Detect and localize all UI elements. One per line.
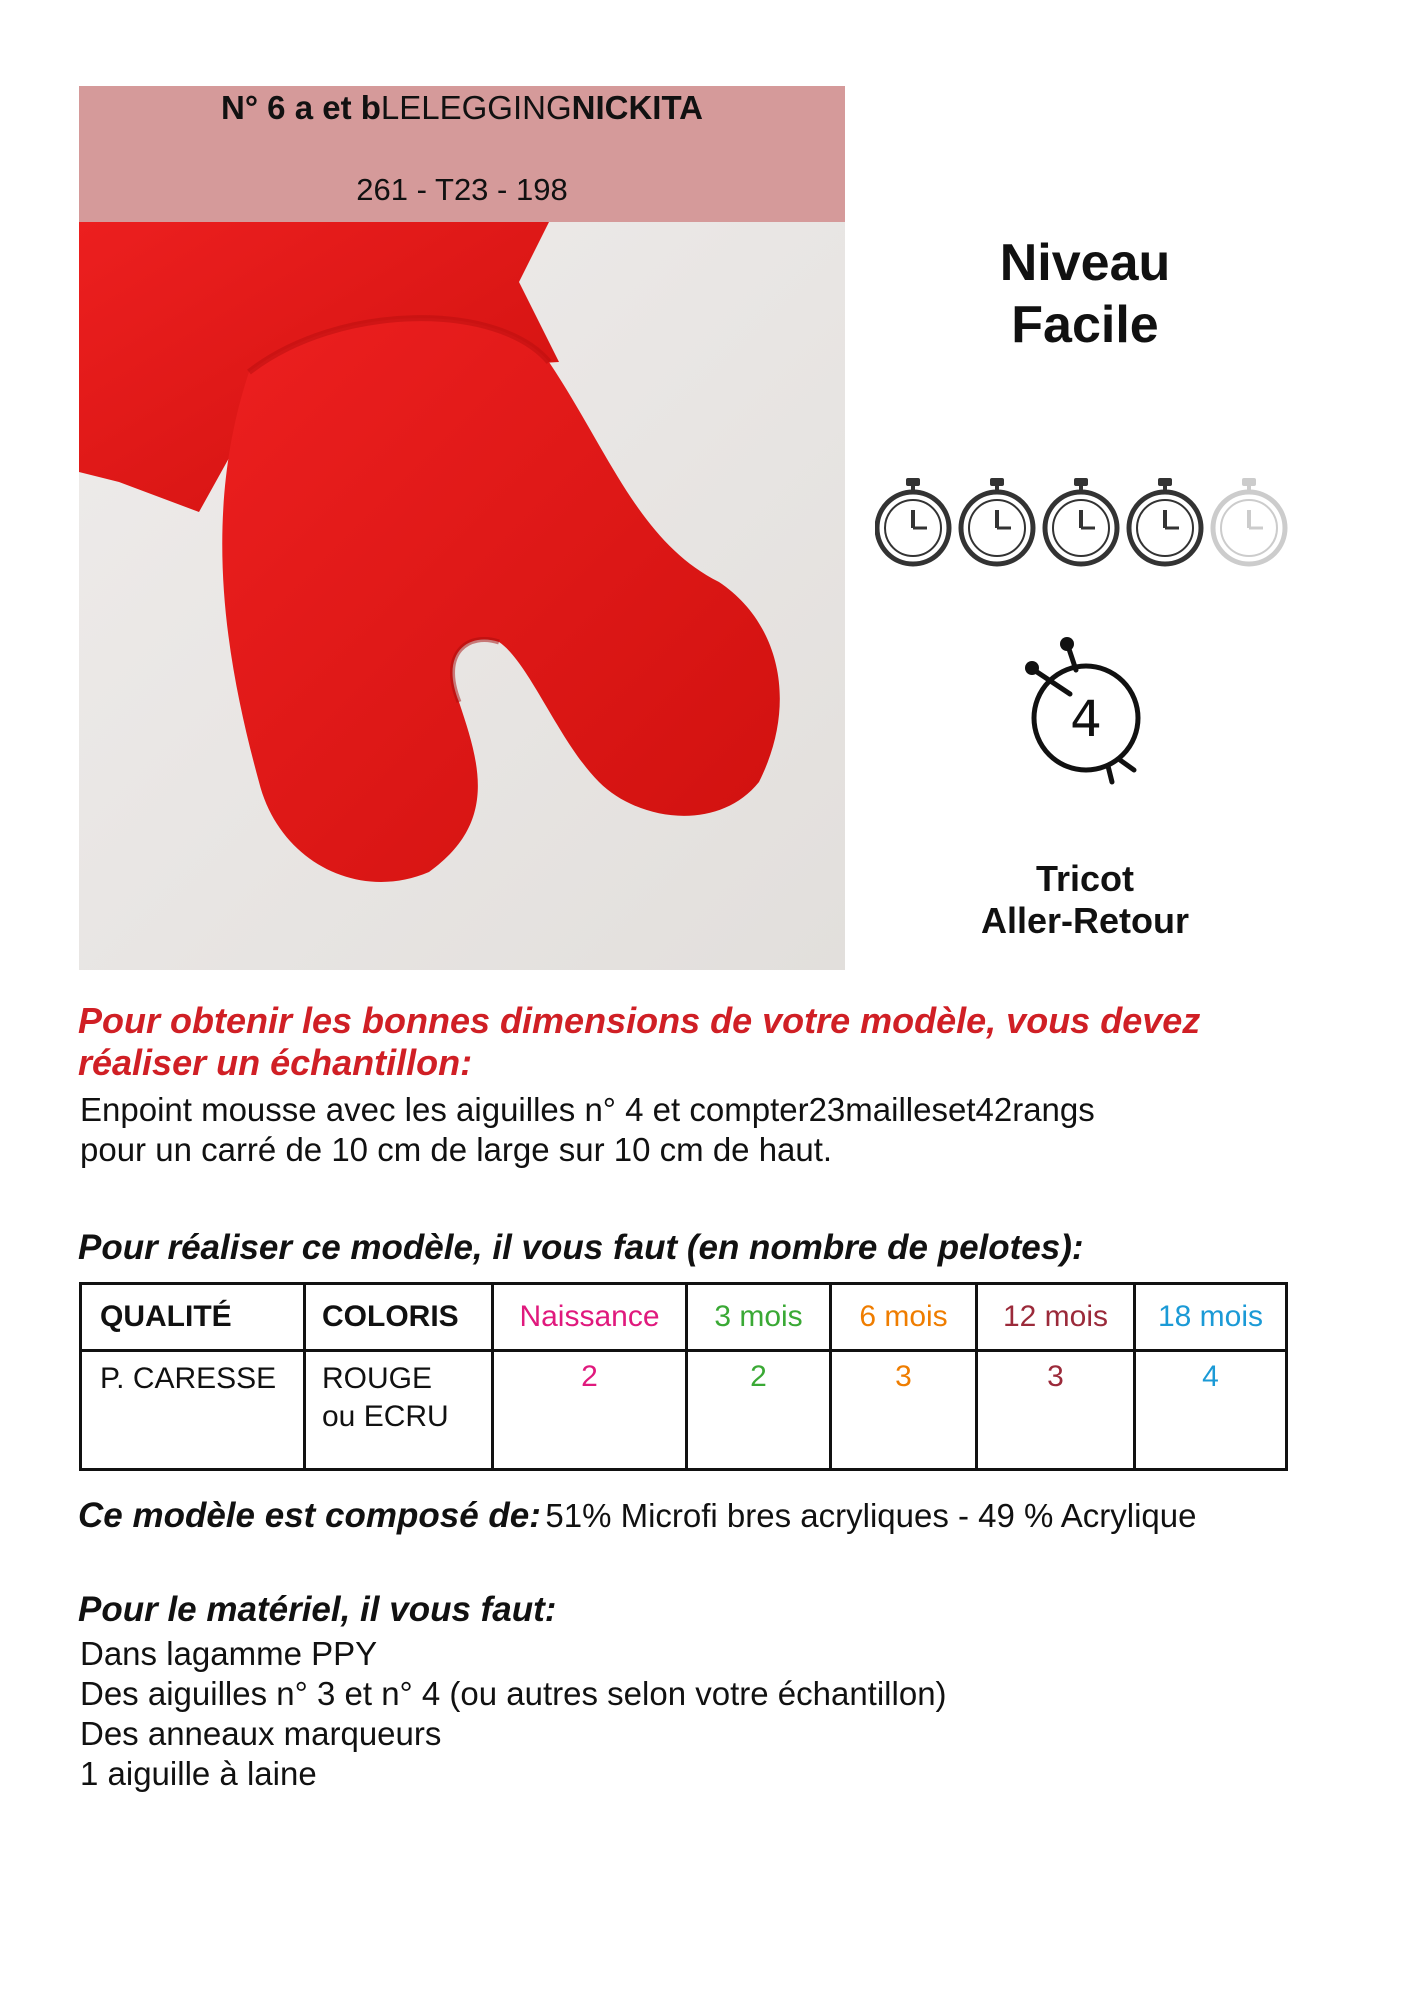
- composition-heading: Ce modèle est composé de:: [78, 1496, 541, 1535]
- list-item: 1 aiguille à laine: [80, 1755, 317, 1792]
- red-legging-illustration: [79, 222, 845, 970]
- color-line1: ROUGE: [322, 1362, 433, 1395]
- model-type: LELEGGING: [380, 89, 572, 126]
- gauge-text-line2: pour un carré de 10 cm de large sur 10 cm de haut.: [80, 1131, 833, 1168]
- stopwatch-icon: [1045, 478, 1117, 564]
- list-item: Des anneaux marqueurs: [80, 1715, 442, 1752]
- table-header-row: [81, 1284, 1287, 1351]
- color-line2: ou ECRU: [322, 1400, 449, 1433]
- cell-qty-3-mois: 2: [687, 1351, 831, 1470]
- cell-colors: [305, 1351, 493, 1470]
- yarn-table: [79, 1282, 1288, 1471]
- cell-qty-naissance: 2: [493, 1351, 687, 1470]
- difficulty-level: [905, 232, 1265, 356]
- gauge-heading-line2: réaliser un échantillon:: [78, 1042, 473, 1083]
- stopwatch-icon: [877, 478, 949, 564]
- stopwatch-icon: [961, 478, 1033, 564]
- gauge-text-line1: Enpoint mousse avec les aiguilles n° 4 et compter23mailleset42rangs: [80, 1091, 1095, 1128]
- model-title: [79, 88, 845, 128]
- header-size-6-mois: 6 mois: [831, 1284, 977, 1351]
- gauge-text: [80, 1090, 1370, 1170]
- tools-heading: Pour le matériel, il vous faut:: [78, 1590, 557, 1629]
- technique-line2: Aller-Retour: [980, 900, 1190, 941]
- stopwatch-rating: [875, 478, 1295, 568]
- needle-size: 4: [1070, 690, 1102, 748]
- cell-qty-12-mois: 3: [977, 1351, 1135, 1470]
- cell-qty-6-mois: 3: [831, 1351, 977, 1470]
- time-rating: [875, 478, 1295, 568]
- model-name: NICKITA: [571, 89, 704, 126]
- level-value: Facile: [1011, 296, 1159, 354]
- model-number: N° 6 a et b: [220, 89, 381, 126]
- composition: [78, 1496, 1398, 1536]
- header-colors: COLORIS: [305, 1284, 493, 1351]
- knitting-needle-ball-icon: [1016, 636, 1156, 786]
- header-size-3-mois: 3 mois: [687, 1284, 831, 1351]
- list-item: Dans lagamme PPY: [80, 1635, 378, 1672]
- materials-heading: Pour réaliser ce modèle, il vous faut (en nombre de pelotes):: [78, 1228, 1084, 1267]
- header-band: [79, 86, 845, 222]
- cell-quality: P. CARESSE: [81, 1351, 305, 1470]
- header-quality: QUALITÉ: [81, 1284, 305, 1351]
- stopwatch-icon-empty: [1213, 478, 1285, 564]
- gauge-heading: [78, 1000, 1368, 1084]
- technique: [935, 858, 1235, 942]
- header-size-12-mois: 12 mois: [977, 1284, 1135, 1351]
- gauge-heading-line1: Pour obtenir les bonnes dimensions de votre modèle, vous devez: [78, 1000, 1201, 1041]
- header-size-18-mois: 18 mois: [1135, 1284, 1287, 1351]
- header-size-naissance: Naissance: [493, 1284, 687, 1351]
- composition-text: 51% Microfi bres acryliques - 49 % Acrylique: [545, 1497, 1197, 1534]
- product-photo: [79, 222, 845, 970]
- reference-code: 261 - T23 - 198: [356, 172, 568, 207]
- table-row: [81, 1351, 1287, 1470]
- cell-qty-18-mois: 4: [1135, 1351, 1287, 1470]
- tools-list: [80, 1634, 1370, 1794]
- stopwatch-icon: [1129, 478, 1201, 564]
- level-label: Niveau: [999, 234, 1171, 292]
- list-item: Des aiguilles n° 3 et n° 4 (ou autres selon votre échantillon): [80, 1675, 947, 1712]
- technique-line1: Tricot: [1035, 858, 1134, 899]
